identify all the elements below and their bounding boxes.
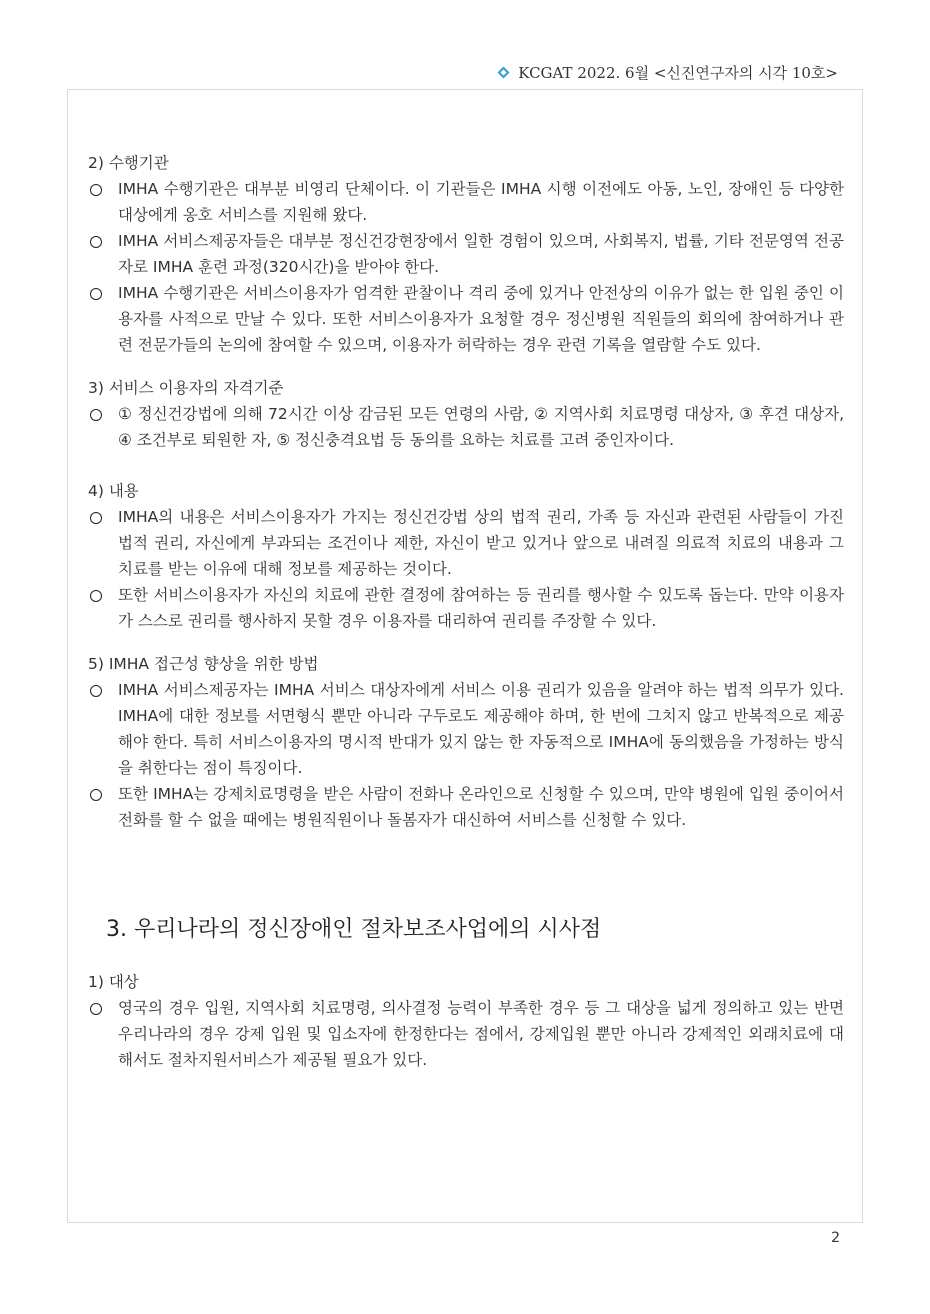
bullet-text: 또한 서비스이용자가 자신의 치료에 관한 결정에 참여하는 등 권리를 행사할 수 있도록 돕는다. 만약 이용자가 스스로 권리를 행사하지 못할 경우 이용자를 대리하여 권리를 주장할 수 있다. xyxy=(118,586,844,630)
bullet-item xyxy=(88,995,844,1073)
diamond-icon xyxy=(497,66,510,79)
page-number: 2 xyxy=(831,1230,840,1246)
bullet-item xyxy=(88,401,844,453)
bullet-item xyxy=(88,677,844,781)
circle-bullet-icon xyxy=(90,590,102,602)
bullet-text: IMHA 수행기관은 서비스이용자가 엄격한 관찰이나 격리 중에 있거나 안전상의 이유가 없는 한 입원 중인 이용자를 사적으로 만날 수 있다. 또한 서비스이용자가 요청할 경우 정신병원 직원들의 회의에 참여하거나 관련 전문가들의 논의에 참여할 수 있으며, 이용자가 허락하는 경우 관련 기록을 열람할 수도 있다. xyxy=(118,284,844,354)
bullet-item xyxy=(88,228,844,280)
document-body xyxy=(88,150,844,1073)
bullet-text: ① 정신건강법에 의해 72시간 이상 감금된 모든 연령의 사람, ② 지역사회 치료명령 대상자, ③ 후견 대상자, ④ 조건부로 퇴원한 자, ⑤ 정신충격요법 등 동의를 요하는 치료를 고려 중인자이다. xyxy=(118,405,844,449)
bullet-text: IMHA 서비스제공자는 IMHA 서비스 대상자에게 서비스 이용 권리가 있음을 알려야 하는 법적 의무가 있다. IMHA에 대한 정보를 서면형식 뿐만 아니라 구두로도 제공해야 하며, 한 번에 그치지 않고 반복적으로 제공해야 한다. 특히 서비스이용자의 명시적 반대가 있지 않는 한 자동적으로 IMHA에 동의했음을 가정하는 방식을 취한다는 점이 특징이다. xyxy=(118,681,844,777)
section-title: 5) IMHA 접근성 향상을 위한 방법 xyxy=(88,655,319,673)
bullet-text: 또한 IMHA는 강제치료명령을 받은 사람이 전화나 온라인으로 신청할 수 있으며, 만약 병원에 입원 중이어서 전화를 할 수 없을 때에는 병원직원이나 돌봄자가 대신하여 서비스를 신청할 수 있다. xyxy=(118,785,844,829)
circle-bullet-icon xyxy=(90,512,102,524)
bullet-text: IMHA 수행기관은 대부분 비영리 단체이다. 이 기관들은 IMHA 시행 이전에도 아동, 노인, 장애인 등 다양한 대상에게 옹호 서비스를 지원해 왔다. xyxy=(118,180,844,224)
circle-bullet-icon xyxy=(90,1003,102,1015)
bullet-item xyxy=(88,176,844,228)
chapter-heading: 3. 우리나라의 정신장애인 절차보조사업에의 시사점 xyxy=(106,917,602,942)
section-title: 4) 내용 xyxy=(88,482,139,500)
bullet-item xyxy=(88,280,844,358)
section-title: 2) 수행기관 xyxy=(88,154,169,172)
bullet-item xyxy=(88,504,844,582)
bullet-text: 영국의 경우 입원, 지역사회 치료명령, 의사결정 능력이 부족한 경우 등 그 대상을 넓게 정의하고 있는 반면 우리나라의 경우 강제 입원 및 입소자에 한정한다는 점에서, 강제입원 뿐만 아니라 강제적인 외래치료에 대해서도 절차지원서비스가 제공될 필요가 있다. xyxy=(118,999,844,1069)
circle-bullet-icon xyxy=(90,409,102,421)
circle-bullet-icon xyxy=(90,236,102,248)
bullet-text: IMHA 서비스제공자들은 대부분 정신건강현장에서 일한 경험이 있으며, 사회복지, 법률, 기타 전문영역 전공자로 IMHA 훈련 과정(320시간)을 받아야 한다. xyxy=(118,232,844,276)
circle-bullet-icon xyxy=(90,184,102,196)
section-title: 1) 대상 xyxy=(88,973,139,991)
bullet-item xyxy=(88,582,844,634)
circle-bullet-icon xyxy=(90,789,102,801)
bullet-item xyxy=(88,781,844,833)
circle-bullet-icon xyxy=(90,685,102,697)
section-title: 3) 서비스 이용자의 자격기준 xyxy=(88,379,284,397)
header-text: KCGAT 2022. 6월 <신진연구자의 시각 10호> xyxy=(518,64,838,82)
running-header xyxy=(497,62,838,83)
bullet-text: IMHA의 내용은 서비스이용자가 가지는 정신건강법 상의 법적 권리, 가족 등 자신과 관련된 사람들이 가진 법적 권리, 자신에게 부과되는 조건이나 제한, 자신이 받고 있거나 앞으로 내려질 의료적 치료의 내용과 그 치료를 받는 이유에 대해 정보를 제공하는 것이다. xyxy=(118,508,844,578)
circle-bullet-icon xyxy=(90,288,102,300)
